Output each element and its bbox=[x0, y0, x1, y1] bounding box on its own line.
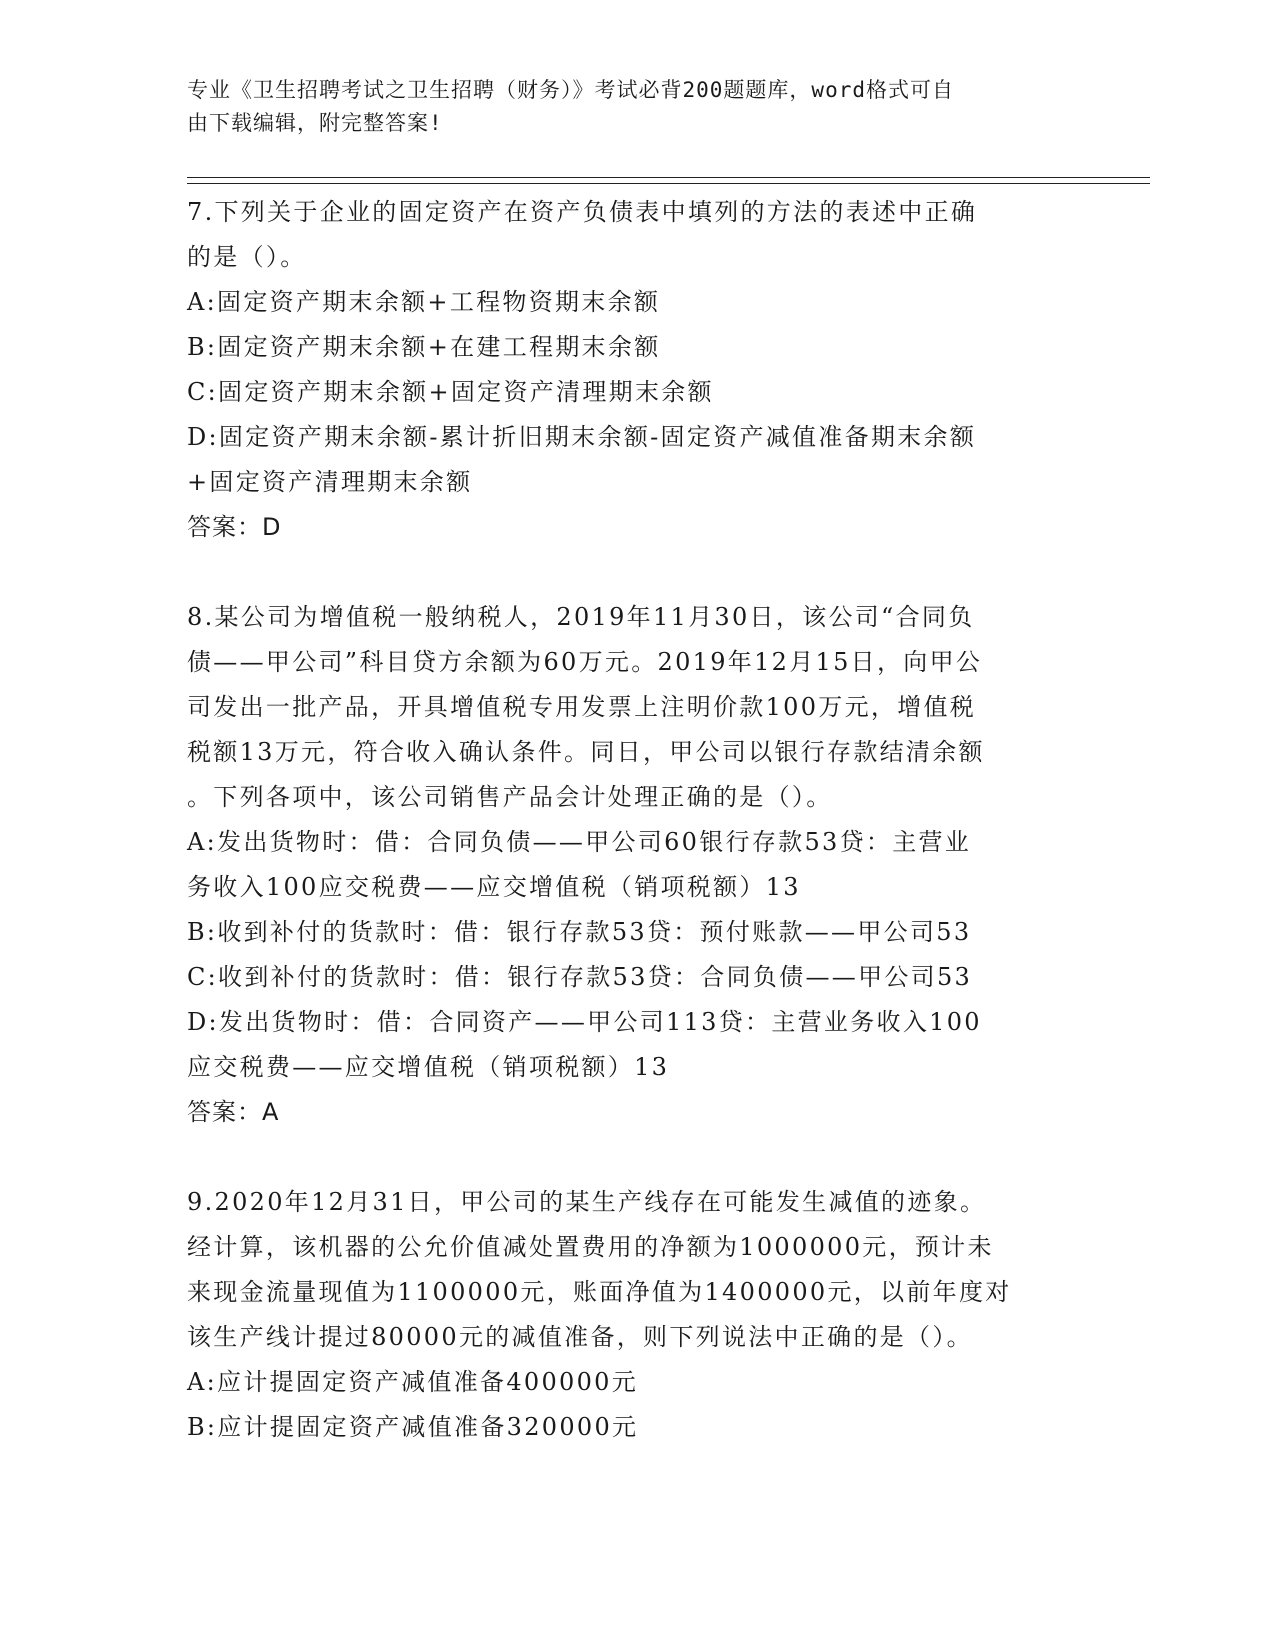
option-d-continued: 应交税费——应交增值税（销项税额）13 bbox=[187, 1053, 670, 1081]
option-b: B:收到补付的货款时：借：银行存款53贷：预付账款——甲公司53 bbox=[187, 918, 972, 946]
question-8 bbox=[187, 595, 1077, 1135]
question-stem-line: 债——甲公司”科目贷方余额为60万元。2019年12月15日，向甲公 bbox=[187, 648, 983, 676]
option-a-continued: 务收入100应交税费——应交增值税（销项税额）13 bbox=[187, 873, 801, 901]
option-b: B:应计提固定资产减值准备320000元 bbox=[187, 1413, 639, 1441]
option-a: A:发出货物时：借：合同负债——甲公司60银行存款53贷：主营业 bbox=[187, 828, 972, 856]
question-stem-line: 税额13万元，符合收入确认条件。同日，甲公司以银行存款结清余额 bbox=[187, 738, 985, 766]
question-stem-line: 该生产线计提过80000元的减值准备，则下列说法中正确的是（）。 bbox=[187, 1323, 973, 1351]
answer-label: 答案：A bbox=[187, 1098, 280, 1126]
question-stem-line: 。下列各项中，该公司销售产品会计处理正确的是（）。 bbox=[187, 783, 833, 811]
question-stem-line: 司发出一批产品，开具增值税专用发票上注明价款100万元，增值税 bbox=[187, 693, 977, 721]
header-divider-bottom bbox=[187, 183, 1150, 184]
question-9 bbox=[187, 1180, 1077, 1450]
option-c: C:固定资产期末余额+固定资产清理期末余额 bbox=[187, 378, 714, 406]
option-a: A:应计提固定资产减值准备400000元 bbox=[187, 1368, 639, 1396]
document-header bbox=[187, 74, 1067, 140]
question-stem-line: 的是（）。 bbox=[187, 243, 307, 271]
question-7 bbox=[187, 190, 1077, 550]
option-a: A:固定资产期末余额+工程物资期末余额 bbox=[187, 288, 661, 316]
header-line-1: 专业《卫生招聘考试之卫生招聘（财务）》考试必背200题题库，word格式可自 bbox=[187, 78, 954, 102]
option-b: B:固定资产期末余额+在建工程期末余额 bbox=[187, 333, 661, 361]
answer-label: 答案：D bbox=[187, 513, 282, 541]
question-stem-line: 经计算，该机器的公允价值减处置费用的净额为1000000元，预计未 bbox=[187, 1233, 994, 1261]
question-list bbox=[187, 190, 1077, 1495]
question-stem-line: 9.2020年12月31日，甲公司的某生产线存在可能发生减值的迹象。 bbox=[187, 1188, 987, 1216]
question-stem-line: 8.某公司为增值税一般纳税人，2019年11月30日，该公司“合同负 bbox=[187, 603, 975, 631]
option-c: C:收到补付的货款时：借：银行存款53贷：合同负债——甲公司53 bbox=[187, 963, 973, 991]
question-stem-line: 来现金流量现值为1100000元，账面净值为1400000元，以前年度对 bbox=[187, 1278, 1012, 1306]
question-stem-line: 7.下列关于企业的固定资产在资产负债表中填列的方法的表述中正确 bbox=[187, 198, 978, 226]
option-d: D:发出货物时：借：合同资产——甲公司113贷：主营业务收入100 bbox=[187, 1008, 982, 1036]
option-d: D:固定资产期末余额-累计折旧期末余额-固定资产减值准备期末余额 bbox=[187, 423, 977, 451]
option-d-continued: +固定资产清理期末余额 bbox=[187, 468, 473, 496]
header-divider-top bbox=[187, 177, 1150, 178]
header-line-2: 由下载编辑，附完整答案! bbox=[187, 111, 443, 135]
